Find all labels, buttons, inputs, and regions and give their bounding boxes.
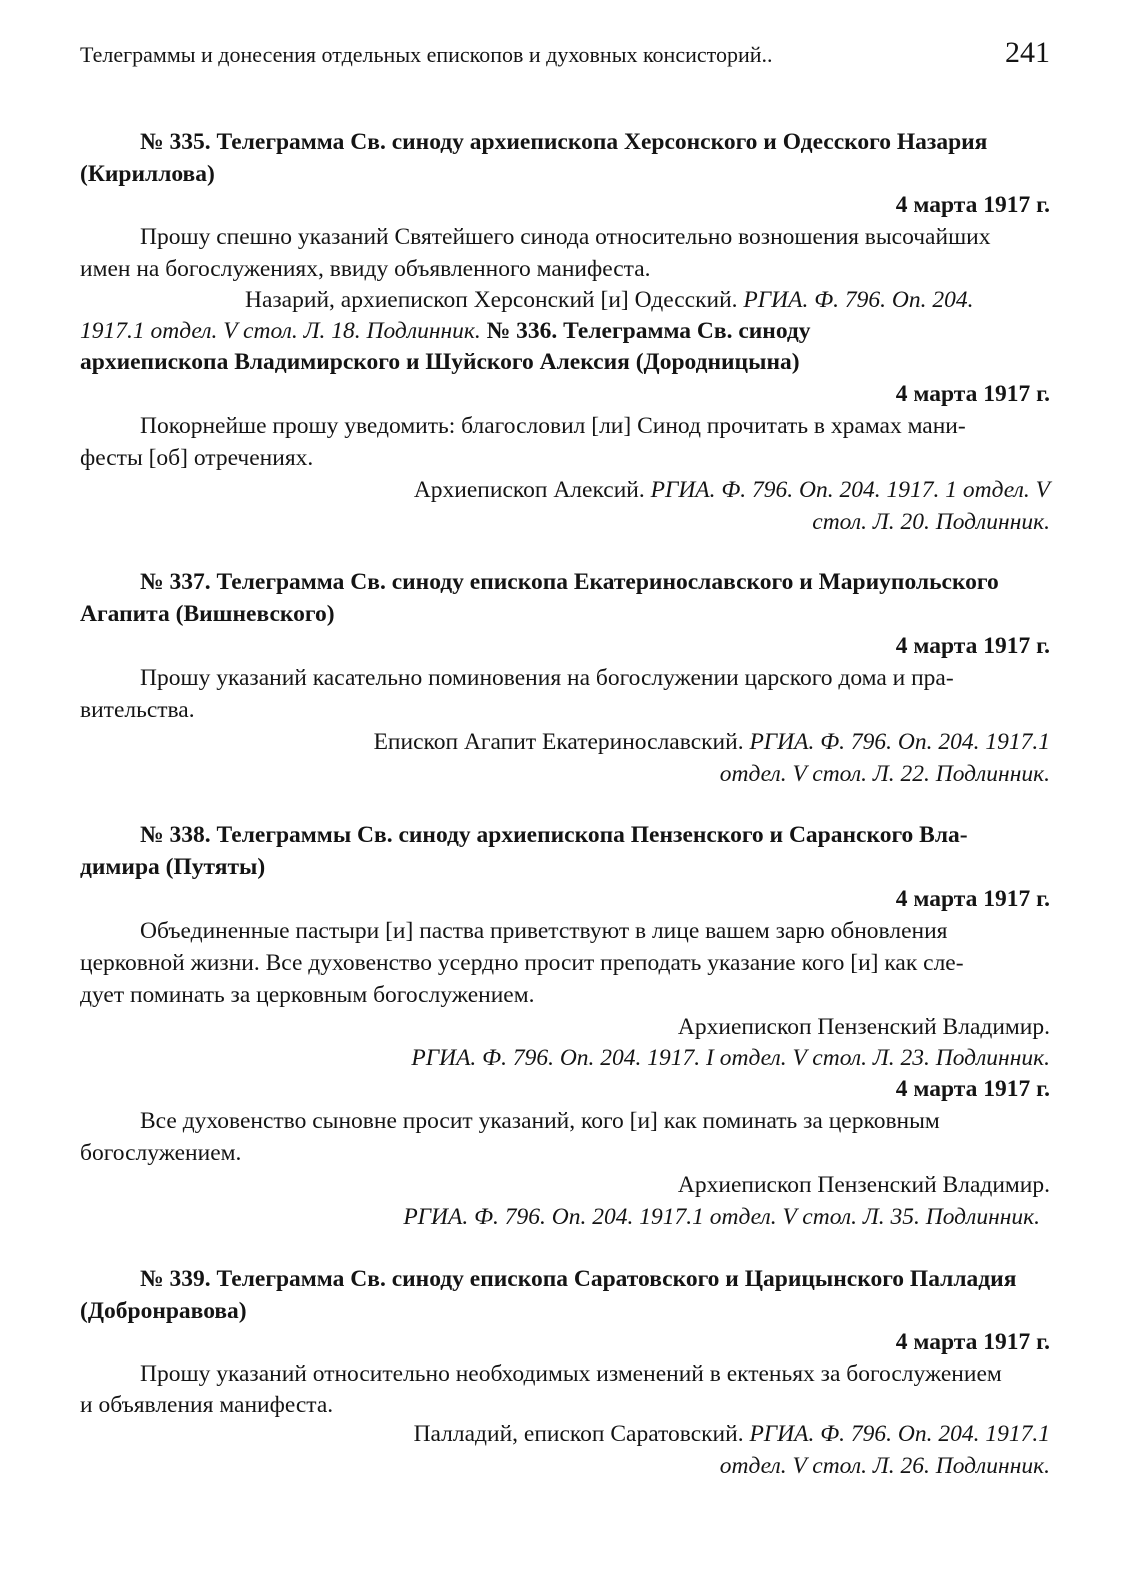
page-number: 241 bbox=[1005, 36, 1050, 69]
doc-339-source-part2: отдел. V стол. Л. 26. Подлинник. bbox=[719, 1453, 1050, 1479]
doc-336-heading-part1: № 336. Телеграмма Св. синоду bbox=[486, 318, 811, 344]
doc-339-heading-line2: (Добронравова) bbox=[80, 1298, 247, 1324]
doc-335-source-part1: РГИА. Ф. 796. Оп. 204. bbox=[743, 287, 974, 313]
doc-335-heading-line2: (Кириллова) bbox=[80, 161, 215, 187]
doc-339-body-line2: и объявления манифеста. bbox=[80, 1392, 334, 1418]
doc-337-source-part1: РГИА. Ф. 796. Оп. 204. 1917.1 bbox=[749, 729, 1050, 755]
doc-338-body1-line2: церковной жизни. Все духовенство усердно просит преподать указание кого [и] как сле- bbox=[80, 950, 964, 976]
doc-336-body-line1: Покорнейше прошу уведомить: благословил [ли] Синод прочитать в храмах мани- bbox=[140, 413, 966, 439]
doc-338-body1-line1: Объединенные пастыри [и] паства приветствуют в лице вашем зарю обновления bbox=[140, 918, 948, 944]
doc-338-source-2: РГИА. Ф. 796. Оп. 204. 1917.1 отдел. V стол. Л. 35. Подлинник. bbox=[403, 1204, 1040, 1230]
doc-337-body-line2: вительства. bbox=[80, 697, 195, 723]
doc-338-heading-line1: № 338. Телеграммы Св. синоду архиепископа Пензенского и Саранского Вла- bbox=[140, 822, 968, 848]
doc-337-body-line1: Прошу указаний касательно поминовения на богослужении царского дома и пра- bbox=[140, 665, 954, 691]
doc-338-source-1: РГИА. Ф. 796. Оп. 204. 1917. I отдел. V стол. Л. 23. Подлинник. bbox=[411, 1045, 1050, 1071]
doc-337-heading-line2: Агапита (Вишневского) bbox=[80, 601, 335, 627]
doc-338-signature-1: Архиепископ Пензенский Владимир. bbox=[677, 1014, 1050, 1040]
doc-336-signature-line bbox=[414, 475, 1050, 505]
doc-339-body-line1: Прошу указаний относительно необходимых изменений в ектеньях за богослужением bbox=[140, 1361, 1002, 1387]
doc-336-source-part1: РГИА. Ф. 796. Оп. 204. 1917. 1 отдел. V bbox=[650, 477, 1050, 503]
doc-337-signature: Епископ Агапит Екатеринославский. bbox=[373, 729, 744, 755]
doc-335-body-line2: имен на богослужениях, ввиду объявленного манифеста. bbox=[80, 256, 651, 282]
doc-339-source-part1: РГИА. Ф. 796. Оп. 204. 1917.1 bbox=[749, 1421, 1050, 1447]
doc-336-body-line2: фесты [об] отречениях. bbox=[80, 445, 314, 471]
doc-338-signature-2: Архиепископ Пензенский Владимир. bbox=[677, 1172, 1050, 1198]
doc-335-heading-line1: № 335. Телеграмма Св. синоду архиепископа Херсонского и Одесского Назария bbox=[140, 129, 988, 155]
doc-339-heading-line1: № 339. Телеграмма Св. синоду епископа Саратовского и Царицынского Палладия bbox=[140, 1266, 1017, 1292]
doc-338-date-2: 4 марта 1917 г. bbox=[895, 1076, 1050, 1102]
doc-337-source-part2: отдел. V стол. Л. 22. Подлинник. bbox=[719, 761, 1050, 787]
doc-335-336-shared-line bbox=[80, 316, 811, 346]
doc-338-body2-line1: Все духовенство сыновне просит указаний, кого [и] как поминать за церковным bbox=[140, 1108, 940, 1134]
doc-337-signature-line bbox=[374, 727, 1050, 757]
doc-337-date: 4 марта 1917 г. bbox=[895, 633, 1050, 659]
doc-339-date: 4 марта 1917 г. bbox=[895, 1329, 1050, 1355]
doc-335-signature-line bbox=[245, 285, 973, 315]
doc-338-date-1: 4 марта 1917 г. bbox=[895, 886, 1050, 912]
doc-338-body1-line3: дует поминать за церковным богослужением. bbox=[80, 982, 535, 1008]
doc-339-signature: Палладий, епископ Саратовский. bbox=[413, 1421, 744, 1447]
doc-336-heading-line2: архиепископа Владимирского и Шуйского Алексия (Дородницына) bbox=[80, 349, 800, 375]
doc-335-body-line1: Прошу спешно указаний Святейшего синода относительно возношения высочайших bbox=[140, 224, 991, 250]
doc-338-body2-line2: богослужением. bbox=[80, 1140, 242, 1166]
doc-338-heading-line2: димира (Путяты) bbox=[80, 854, 266, 880]
doc-337-heading-line1: № 337. Телеграмма Св. синоду епископа Екатеринославского и Мариупольского bbox=[140, 569, 999, 595]
running-header: Телеграммы и донесения отдельных епископов и духовных консисторий.. bbox=[80, 42, 773, 67]
doc-336-source-part2: стол. Л. 20. Подлинник. bbox=[812, 509, 1050, 535]
doc-335-source-part2: 1917.1 отдел. V стол. Л. 18. Подлинник. bbox=[80, 318, 481, 344]
doc-336-date: 4 марта 1917 г. bbox=[895, 381, 1050, 407]
doc-336-signature: Архиепископ Алексий. bbox=[413, 477, 645, 503]
doc-335-signature: Назарий, архиепископ Херсонский [и] Одесский. bbox=[245, 287, 738, 313]
doc-335-date: 4 марта 1917 г. bbox=[895, 192, 1050, 218]
doc-339-signature-line bbox=[414, 1419, 1050, 1449]
